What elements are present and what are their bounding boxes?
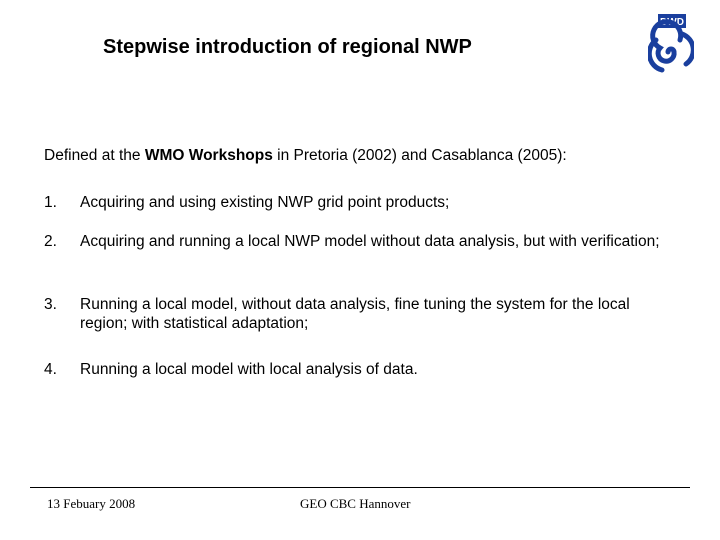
list-item-number: 2. bbox=[44, 233, 57, 250]
list-item-number: 3. bbox=[44, 296, 57, 313]
footer-event: GEO CBC Hannover bbox=[300, 496, 411, 511]
intro-bold: WMO Workshops bbox=[144, 147, 273, 164]
list-item-text: Running a local model, without data analysis, fine tuning the system for the local region; with statistical adaptation; bbox=[80, 296, 630, 332]
intro-text: Defined at the WMO Workshops in Pretoria (2002) and Casablanca (2005): bbox=[44, 147, 567, 164]
list-item-text: Acquiring and running a local NWP model without data analysis, but with verification; bbox=[80, 233, 660, 250]
list-item-text: Acquiring and using existing NWP grid point products; bbox=[80, 194, 450, 211]
dwd-logo-icon bbox=[648, 12, 694, 78]
list-item-number: 1. bbox=[44, 194, 57, 211]
footer-date: 13 Febuary 2008 bbox=[47, 496, 136, 511]
list-item-text: Running a local model with local analysis of data. bbox=[80, 361, 418, 378]
footer-divider bbox=[30, 487, 690, 488]
slide-title: Stepwise introduction of regional NWP bbox=[103, 36, 472, 58]
list-item-number: 4. bbox=[44, 361, 57, 378]
svg-text:DWD: DWD bbox=[660, 17, 684, 28]
